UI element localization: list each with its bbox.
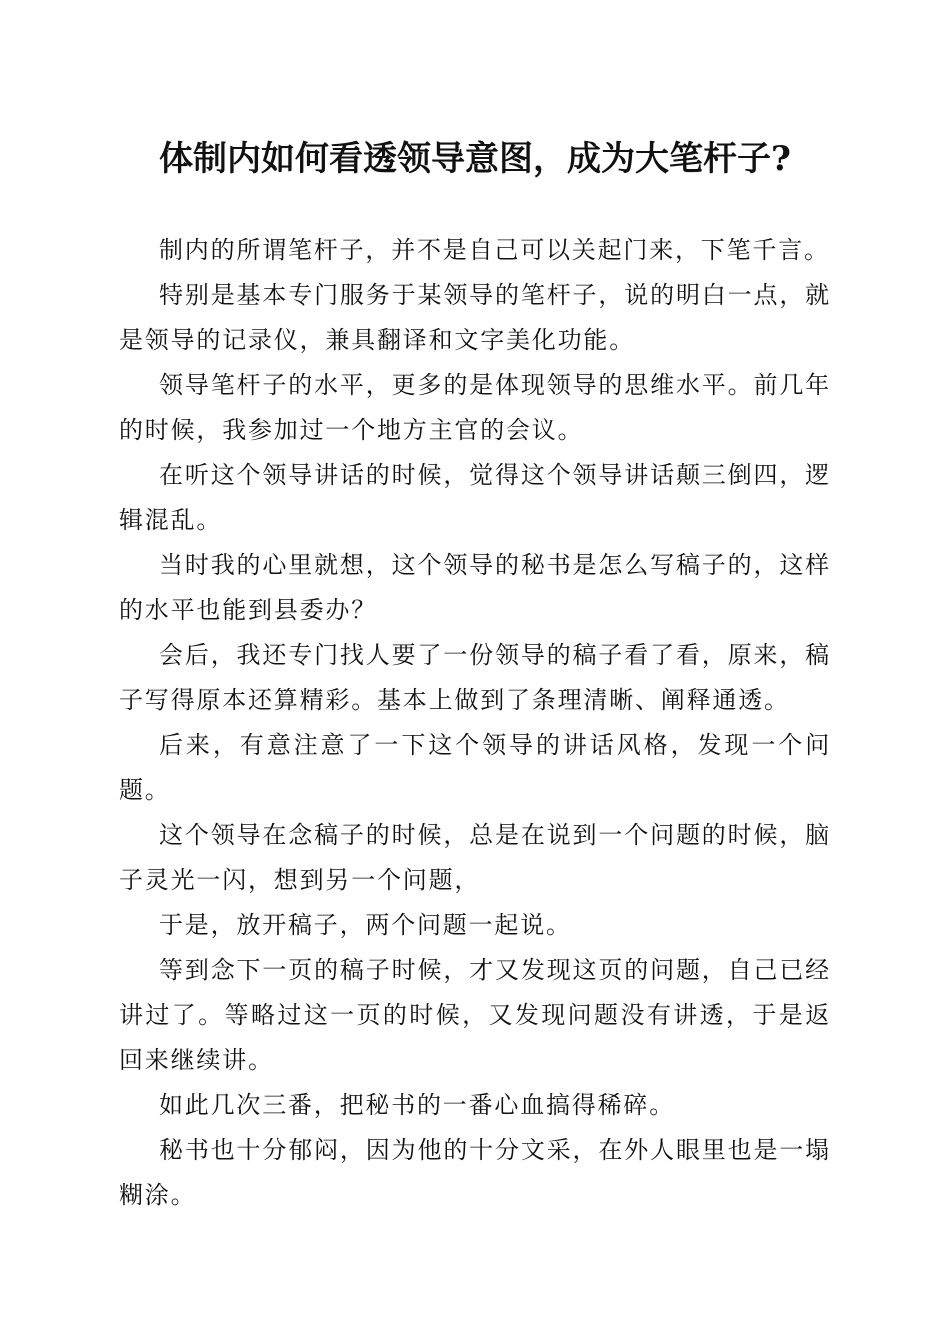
paragraph: 秘书也十分郁闷，因为他的十分文采，在外人眼里也是一塌糊涂。 <box>119 1136 831 1209</box>
paragraph: 会后，我还专门找人要了一份领导的稿子看了看，原来，稿子写得原本还算精彩。基本上做到了条理清晰、阐释通透。 <box>119 641 831 714</box>
paragraph: 当时我的心里就想，这个领导的秘书是怎么写稿子的，这样的水平也能到县委办？ <box>119 551 831 624</box>
paragraph: 制内的所谓笔杆子，并不是自己可以关起门来，下笔千言。 <box>159 236 830 264</box>
paragraph: 这个领导在念稿子的时候，总是在说到一个问题的时候，脑子灵光一闪，想到另一个问题， <box>119 821 831 894</box>
paragraph: 等到念下一页的稿子时候，才又发现这页的问题，自己已经讲过了。等略过这一页的时候，又发现问题没有讲透，于是返回来继续讲。 <box>119 956 831 1074</box>
document-body <box>119 228 831 1218</box>
document-title: 体制内如何看透领导意图，成为大笔杆子? <box>159 139 791 179</box>
paragraph: 在听这个领导讲话的时候，觉得这个领导讲话颠三倒四，逻辑混乱。 <box>119 461 831 534</box>
paragraph: 如此几次三番，把秘书的一番心血搞得稀碎。 <box>159 1091 675 1119</box>
paragraph: 特别是基本专门服务于某领导的笔杆子，说的明白一点，就是领导的记录仪，兼具翻译和文字美化功能。 <box>119 281 831 354</box>
paragraph: 后来，有意注意了一下这个领导的讲话风格，发现一个问题。 <box>119 731 831 804</box>
paragraph: 于是，放开稿子，两个问题一起说。 <box>159 911 572 939</box>
paragraph: 领导笔杆子的水平，更多的是体现领导的思维水平。前几年的时候，我参加过一个地方主官的会议。 <box>119 371 831 444</box>
